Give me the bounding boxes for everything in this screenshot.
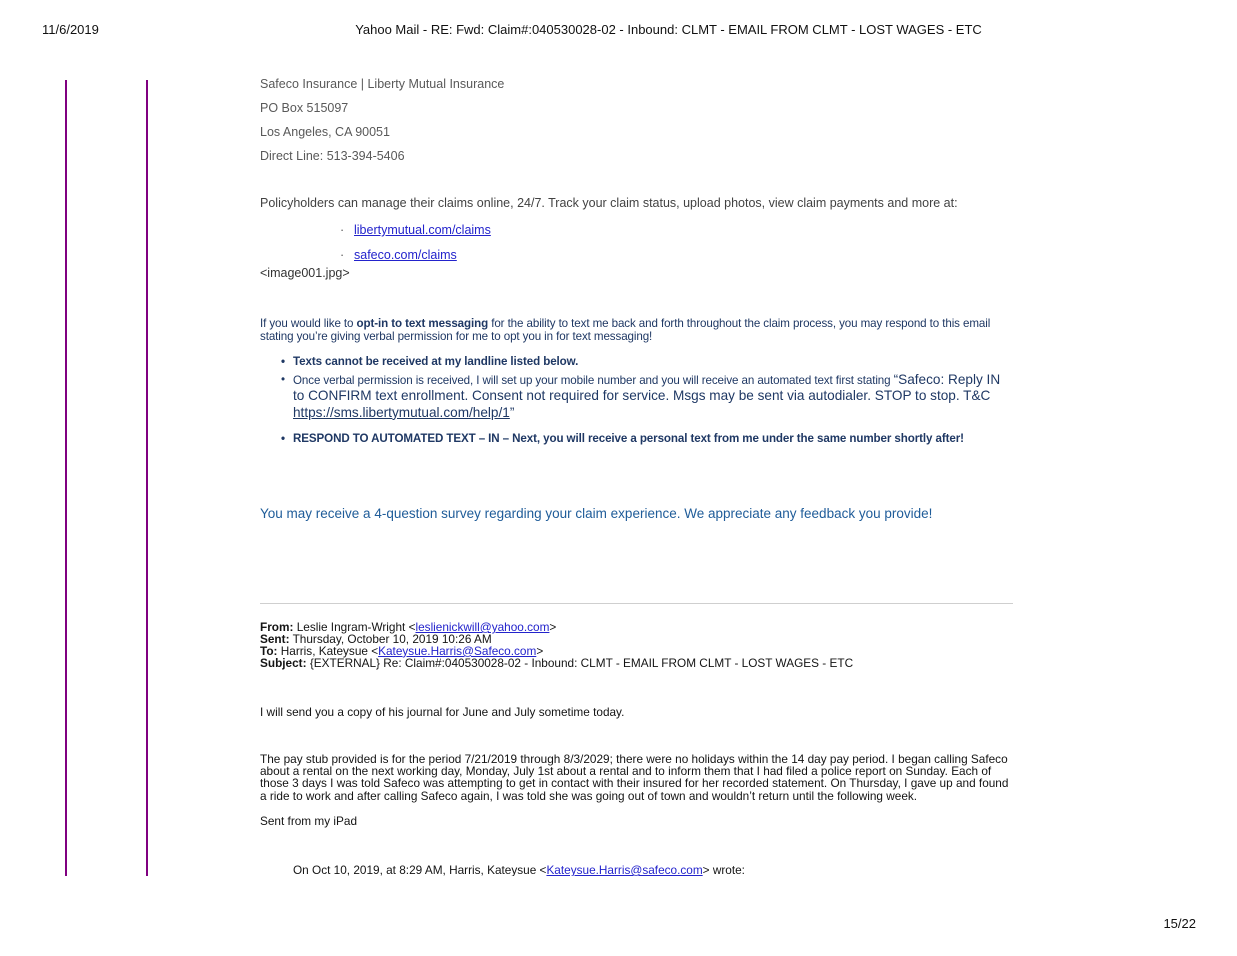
reply-email-link[interactable]: Kateysue.Harris@safeco.com [546, 863, 703, 876]
claims-links-list [260, 218, 1013, 267]
signature-po-box: PO Box 515097 [260, 101, 349, 115]
optin-bullet-respond-text: RESPOND TO AUTOMATED TEXT – IN – Next, you will receive a personal text from me under the same number shortly after! [293, 432, 964, 445]
quote-bar-inner [146, 80, 148, 876]
optin-bullet2-quote: “Safeco: Reply IN to CONFIRM text enrollment. Consent not required for service. Msgs may be sent via autodialer. STOP to stop. T&C [293, 372, 1001, 404]
signature-block [260, 76, 1013, 168]
from-label: From: [260, 620, 294, 634]
optin-text-2: for the ability to text me back and forth throughout the claim process, you may respond to this email stating you’re giving verbal permission for me to opt you in for text messaging! [260, 317, 991, 344]
bullet-icon: · [340, 247, 345, 262]
optin-bullet-automated-text [260, 372, 1013, 421]
sent-from-device: Sent from my iPad [260, 814, 358, 828]
message-divider [260, 603, 1013, 604]
reply-close: > wrote: [702, 863, 745, 876]
optin-bullet-landline [260, 355, 1013, 368]
signature-direct-line: Direct Line: 513-394-5406 [260, 149, 405, 163]
quoted-email-headers [260, 622, 1013, 670]
from-name: Leslie Ingram-Wright < [293, 620, 416, 634]
optin-bullet2-closequote: ” [509, 404, 515, 420]
libertymutual-claims-link[interactable]: libertymutual.com/claims [354, 223, 491, 237]
optin-bold-phrase: opt-in to text messaging [356, 317, 489, 330]
list-item [260, 243, 1013, 268]
inline-image-placeholder: <image001.jpg> [260, 266, 350, 280]
from-close: > [549, 620, 557, 634]
subject-value: {EXTERNAL} Re: Claim#:040530028-02 - Inbound: CLMT - EMAIL FROM CLMT - LOST WAGES - ETC [306, 655, 854, 670]
to-email-link[interactable]: Kateysue.Harris@Safeco.com [378, 643, 537, 658]
optin-text-1: If you would like to [260, 317, 357, 330]
print-date: 11/6/2019 [42, 22, 99, 37]
safeco-claims-link[interactable]: safeco.com/claims [354, 247, 457, 262]
to-name: Harris, Kateysue < [277, 643, 379, 658]
survey-note: You may receive a 4-question survey regarding your claim experience. We appreciate any feedback you provide! [260, 506, 933, 521]
bullet-icon: • [281, 355, 285, 368]
quoted-body-paragraph-2: The pay stub provided is for the period 7/21/2019 through 8/3/2029; there were no holidays within the 14 day pay period. I began calling Safeco about a rental on the next working day, Monday, July 1st about a rental and to inform them that I had filed a police report on Sunday. Each of those 3 days I was told Safeco was attempting to get in contact with their insured for her recorded statement. On Thursday, I gave up and found a ride to work and after calling Safeco again, I was told she was going out of town and wouldn’t return until the following week. [260, 752, 1009, 803]
reply-intro: On Oct 10, 2019, at 8:29 AM, Harris, Kateysue < [293, 863, 547, 876]
reply-attribution-line [260, 864, 1013, 876]
sent-value: Thursday, October 10, 2019 10:26 AM [289, 631, 492, 646]
signature-city: Los Angeles, CA 90051 [260, 125, 390, 139]
bullet-icon: • [281, 432, 285, 445]
policyholders-intro: Policyholders can manage their claims online, 24/7. Track your claim status, upload photos, view claim payments and more at: [260, 196, 958, 210]
email-body-content [260, 76, 1013, 876]
optin-bullet-respond [260, 432, 1013, 445]
header-subject [260, 655, 1013, 670]
signature-company: Safeco Insurance | Liberty Mutual Insurance [260, 77, 505, 91]
to-label: To: [260, 643, 278, 658]
quote-bar-outer [65, 80, 67, 876]
bullet-icon: • [281, 373, 285, 386]
optin-bullet-landline-text: Texts cannot be received at my landline listed below. [293, 355, 579, 368]
list-item [260, 218, 1013, 243]
quoted-body-paragraph-1: I will send you a copy of his journal for June and July sometime today. [260, 705, 625, 719]
page-number: 15/22 [1163, 916, 1196, 931]
sent-label: Sent: [260, 631, 290, 646]
sms-help-link[interactable]: https://sms.libertymutual.com/help/1 [293, 404, 510, 420]
bullet-icon: · [340, 223, 345, 237]
print-header-title: Yahoo Mail - RE: Fwd: Claim#:040530028-02 - Inbound: CLMT - EMAIL FROM CLMT - LOST WAGES - ETC [355, 22, 982, 37]
to-close: > [536, 643, 544, 658]
from-email-link[interactable]: leslienickwill@yahoo.com [415, 620, 550, 634]
optin-bullet2-normal: Once verbal permission is received, I will set up your mobile number and you will receive an automated text first stating [293, 374, 894, 387]
optin-paragraph [260, 317, 1013, 343]
subject-label: Subject: [260, 655, 307, 670]
